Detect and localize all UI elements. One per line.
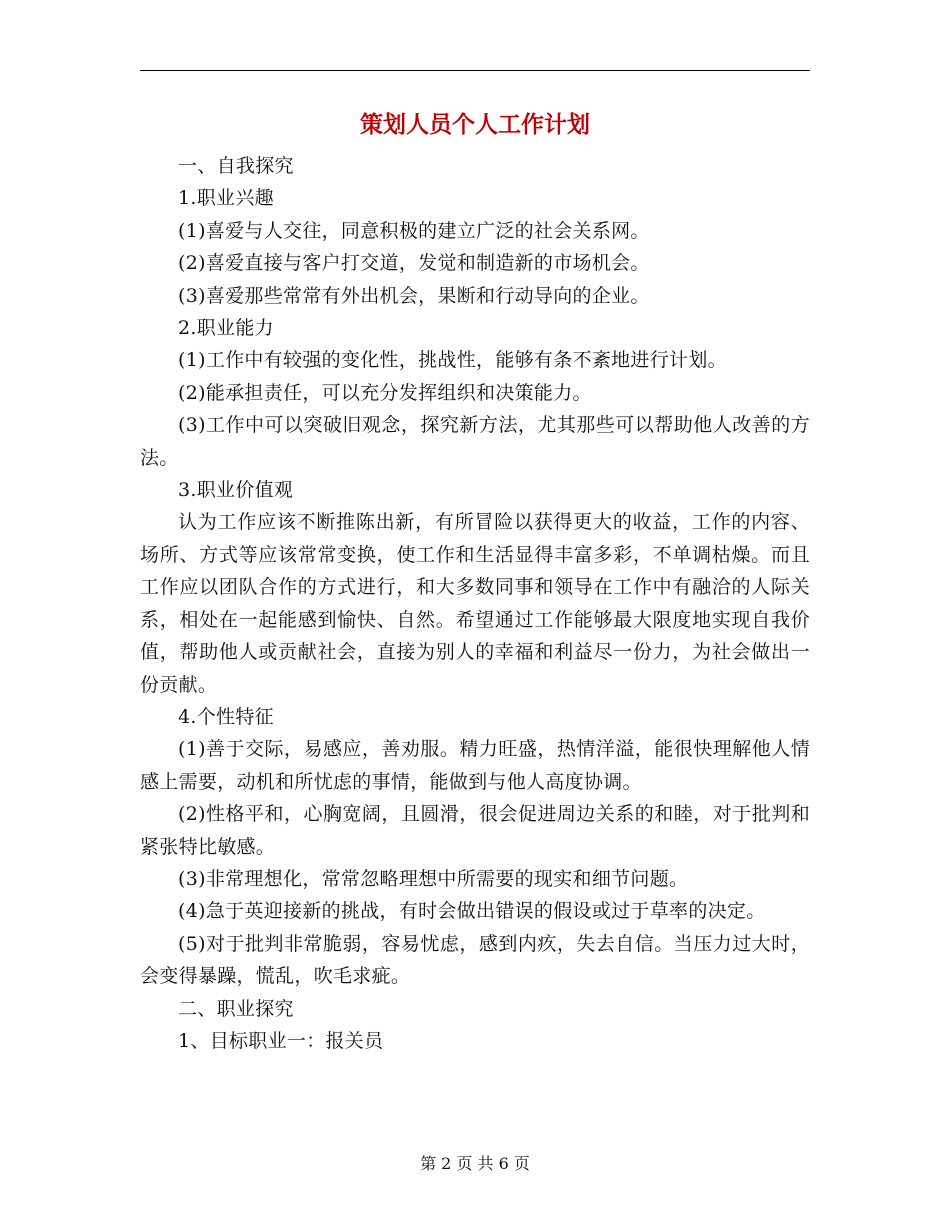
subsection-heading: 3.职业价值观: [178, 479, 294, 502]
page-number: 第 2 页 共 6 页: [420, 1154, 530, 1173]
subsection-heading: 4.个性特征: [178, 705, 274, 728]
paragraph: (1)工作中有较强的变化性，挑战性，能够有条不紊地进行计划。: [178, 349, 727, 372]
subsection-heading: 1.职业兴趣: [178, 187, 274, 210]
paragraph: (1)善于交际，易感应，善劝服。精力旺盛，热情洋溢，能很快理解他人情感上需要，动机和所忧虑的事情，能做到与他人高度协调。: [140, 738, 810, 793]
paragraph: (2)性格平和，心胸宽阔，且圆滑，很会促进周边关系的和睦，对于批判和紧张特比敏感。: [140, 803, 810, 858]
document-title: 策划人员个人工作计划: [360, 112, 590, 138]
document-body: [140, 150, 810, 1057]
paragraph: 认为工作应该不断推陈出新，有所冒险以获得更大的收益，工作的内容、场所、方式等应该常常变换，使工作和生活显得丰富多彩，不单调枯燥。而且工作应以团队合作的方式进行，和大多数同事和领导在工作中有融洽的人际关系，相处在一起能感到愉快、自然。希望通过工作能够最大限度地实现自我价值，帮助他人或贡献社会，直接为别人的幸福和利益尽一份力，为社会做出一份贡献。: [140, 511, 810, 696]
paragraph: (3)喜爱那些常常有外出机会，果断和行动导向的企业。: [178, 284, 650, 307]
section-heading: 一、自我探究: [178, 155, 294, 177]
paragraph: (3)工作中可以突破旧观念，探究新方法，尤其那些可以帮助他人改善的方法。: [140, 414, 810, 469]
paragraph: (1)喜爱与人交往，同意积极的建立广泛的社会关系网。: [178, 219, 650, 242]
paragraph: (4)急于英迎接新的挑战，有时会做出错误的假设或过于草率的决定。: [178, 900, 766, 923]
subsection-heading: 2.职业能力: [178, 317, 274, 340]
paragraph: (2)能承担责任，可以充分发挥组织和决策能力。: [178, 381, 592, 404]
section-heading: 二、职业探究: [178, 997, 294, 1020]
paragraph: (5)对于批判非常脆弱，容易忧虑，感到内疚，失去自信。当压力过大时，会变得暴躁，慌乱，吹毛求疵。: [140, 932, 810, 988]
paragraph: (2)喜爱直接与客户打交道，发觉和制造新的市场机会。: [178, 252, 650, 275]
subsection-heading: 1、目标职业一：报关员: [178, 1029, 384, 1052]
header-rule: [140, 70, 810, 71]
paragraph: (3)非常理想化，常常忽略理想中所需要的现实和细节问题。: [178, 867, 689, 890]
